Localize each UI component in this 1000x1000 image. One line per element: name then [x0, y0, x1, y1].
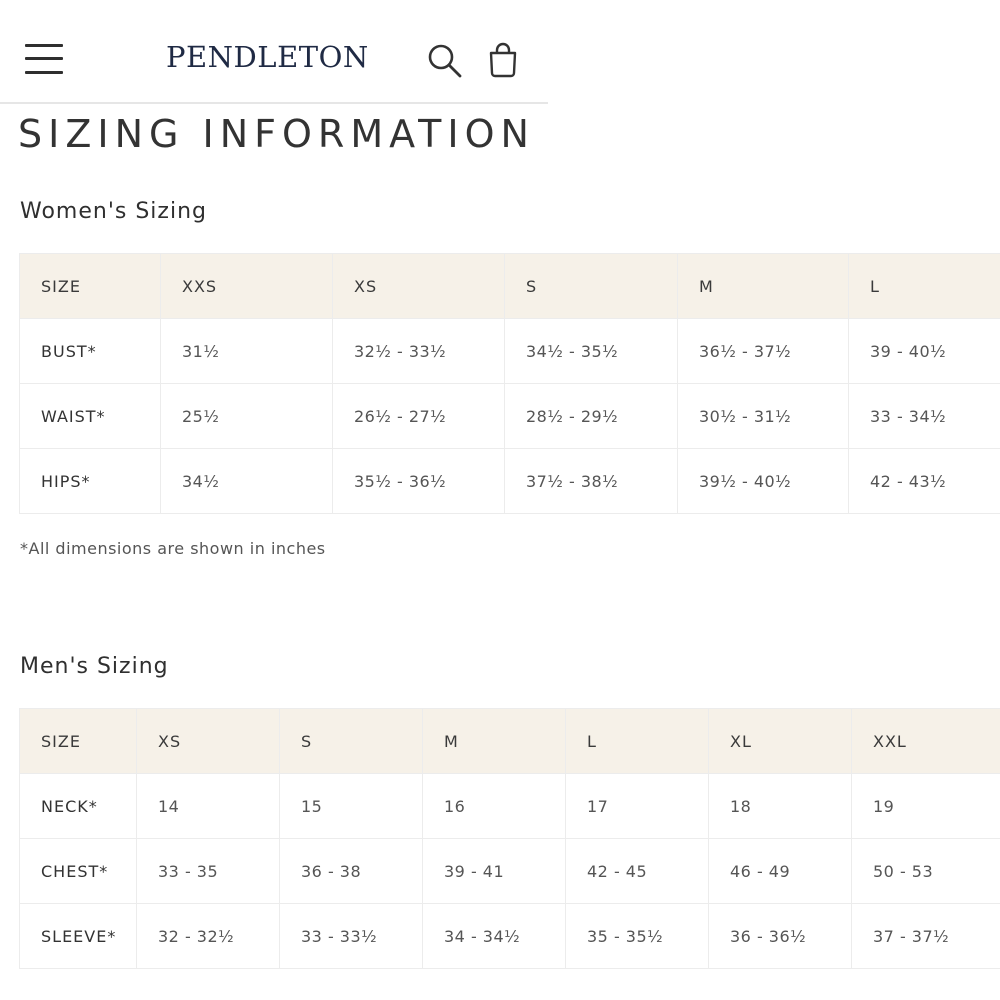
table-cell: 30½ - 31½: [678, 384, 849, 449]
table-cell: 26½ - 27½: [333, 384, 505, 449]
menu-icon[interactable]: [25, 44, 63, 74]
table-row: [20, 319, 1000, 384]
table-cell: 34 - 34½: [423, 904, 566, 969]
mens-size-table: [19, 708, 1000, 969]
table-cell: 46 - 49: [709, 839, 852, 904]
table-cell: 15: [280, 774, 423, 839]
table-cell: 16: [423, 774, 566, 839]
table-cell: 31½: [161, 319, 333, 384]
mens-sizing-title: Men's Sizing: [20, 654, 169, 679]
table-row: [20, 904, 1000, 969]
table-cell: 50 - 53: [852, 839, 1000, 904]
row-label: NECK*: [20, 774, 137, 839]
table-cell: 14: [137, 774, 280, 839]
table-cell: 37½ - 38½: [505, 449, 678, 514]
column-header: L: [849, 254, 1000, 319]
table-header-row: [20, 254, 1000, 319]
row-label: CHEST*: [20, 839, 137, 904]
table-cell: 34½ - 35½: [505, 319, 678, 384]
table-cell: 42 - 43½: [849, 449, 1000, 514]
row-label: BUST*: [20, 319, 161, 384]
table-cell: 32 - 32½: [137, 904, 280, 969]
table-cell: 25½: [161, 384, 333, 449]
column-header: XS: [333, 254, 505, 319]
table-cell: 33 - 35: [137, 839, 280, 904]
table-cell: 42 - 45: [566, 839, 709, 904]
table-cell: 39½ - 40½: [678, 449, 849, 514]
table-cell: 32½ - 33½: [333, 319, 505, 384]
column-header: SIZE: [20, 709, 137, 774]
table-cell: 18: [709, 774, 852, 839]
site-header: [0, 28, 548, 104]
column-header: S: [280, 709, 423, 774]
table-row: [20, 449, 1000, 514]
search-icon[interactable]: [426, 42, 462, 78]
column-header: SIZE: [20, 254, 161, 319]
table-cell: 39 - 40½: [849, 319, 1000, 384]
column-header: XXS: [161, 254, 333, 319]
row-label: HIPS*: [20, 449, 161, 514]
table-cell: 36 - 38: [280, 839, 423, 904]
column-header: M: [423, 709, 566, 774]
page-title: SIZING INFORMATION: [18, 112, 535, 156]
row-label: SLEEVE*: [20, 904, 137, 969]
footnote: *All dimensions are shown in inches: [20, 539, 326, 558]
bag-icon[interactable]: [487, 42, 519, 78]
column-header: S: [505, 254, 678, 319]
table-row: [20, 774, 1000, 839]
table-cell: 33 - 33½: [280, 904, 423, 969]
column-header: XXL: [852, 709, 1000, 774]
column-header: M: [678, 254, 849, 319]
column-header: XL: [709, 709, 852, 774]
table-cell: 35½ - 36½: [333, 449, 505, 514]
table-cell: 35 - 35½: [566, 904, 709, 969]
table-cell: 37 - 37½: [852, 904, 1000, 969]
womens-sizing-title: Women's Sizing: [20, 199, 207, 224]
table-cell: 36½ - 37½: [678, 319, 849, 384]
column-header: XS: [137, 709, 280, 774]
pendleton-logo[interactable]: PENDLETON: [166, 40, 369, 74]
column-header: L: [566, 709, 709, 774]
table-cell: 33 - 34½: [849, 384, 1000, 449]
table-row: [20, 384, 1000, 449]
table-cell: 28½ - 29½: [505, 384, 678, 449]
row-label: WAIST*: [20, 384, 161, 449]
table-header-row: [20, 709, 1000, 774]
table-cell: 39 - 41: [423, 839, 566, 904]
table-row: [20, 839, 1000, 904]
table-cell: 34½: [161, 449, 333, 514]
table-cell: 17: [566, 774, 709, 839]
womens-size-table: [19, 253, 1000, 514]
table-cell: 36 - 36½: [709, 904, 852, 969]
table-cell: 19: [852, 774, 1000, 839]
